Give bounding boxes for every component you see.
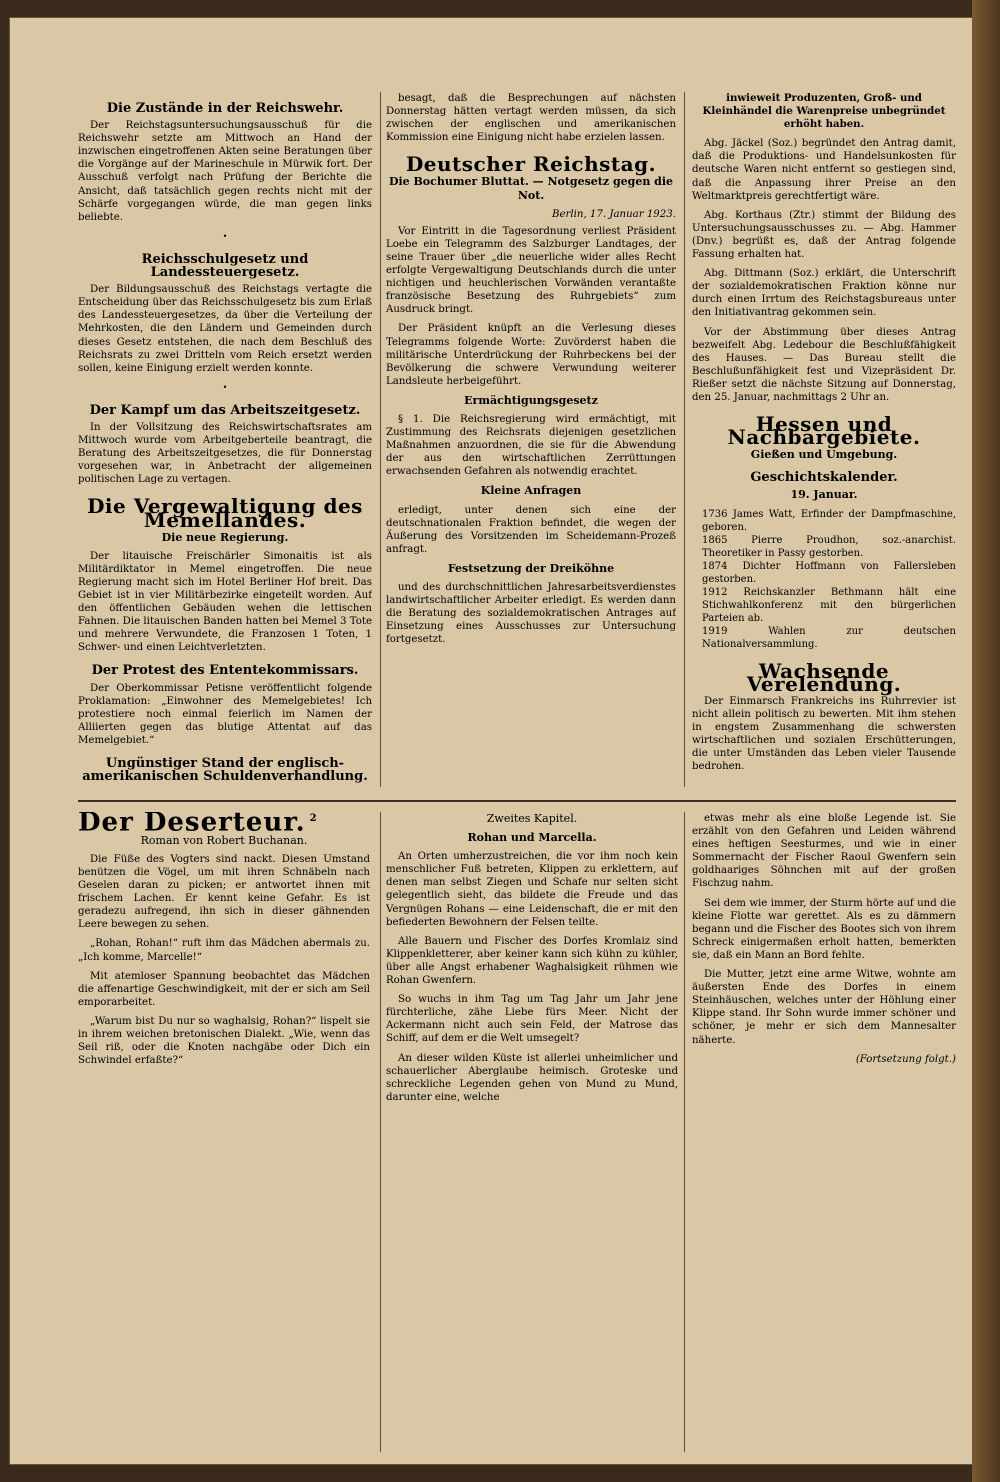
article-text: Vor der Abstimmung über dieses Antrag bezweifelt Abg. Ledebour die Beschlußfähigkeit des Hauses. — Das Bureau stellt die Beschlußunfähigkeit fest und Vizepräsident Dr. Rießer setzt die nächste Sitzung auf Donnerstag, den 25. Januar, nachmittags 2 Uhr an.: [692, 326, 956, 403]
column-1: Die Zustände in der Reichswehr. Der Reichstagsuntersuchungsausschuß für die Reichswehr setzte am Mittwoch an Hand der inzwischen eingetroffenen Akten seine Beratungen über die Vorgänge auf der Marineschule in Mürwik fort. Der Ausschuß verfolgt nach Prüfung der Berichte die Ansicht, daß tatsächlich gegen rechts nicht mit der Schärfe vorgegangen würde, die man gegen links beliebte. • Reichsschulgesetz und Landessteuergesetz. Der Bildungsausschuß des Reichstags vertagte die Entscheidung über das Reichsschulgesetz bis zum Erlaß des Landessteuergesetzes, da über die Verteilung der Mehrkosten, die den Ländern und Gemeinden durch dieses Gesetz entstehen, die nach dem Beschluß des Reichsrats zu zwei Dritteln vom Reich ersetzt werden sollen, keine Einigung erzielt werden konnte. • Der Kampf um das Arbeitszeitgesetz. In der Vollsitzung des Reichswirtschaftsrates am Mittwoch wurde vom Arbeitgeberteile beantragt, die Beratung des Arbeitszeitgesetzes, die für Donnerstag vorgesehen war, in Anbetracht der allgemeinen politischen Lage zu vertagen. Die Vergewaltigung des Memellandes. Die neue Regierung. Der litauische Freischärler Simonaitis ist als Militärdiktator in Memel eingetroffen. Die neue Regierung macht sich im Hotel Berliner Hof breit. Das Gebiet ist in vier Militärbezirke eingeteilt worden. Auf den öffentlichen Gebäuden wehen die lettischen Fahnen. Die litauischen Banden hatten bei Memel 3 Tote und mehrere Verwundete, die Franzosen 1 Toten, 1 Schwer- und einen Leichtverletzten. Der Protest des Ententekommissars. Der Oberkommissar Petisne veröffentlicht folgende Proklamation: „Einwohner des Memelgebietes! Ich protestiere noch einmal feierlich im Namen der Alliierten gegen das blutige Attentat auf das Memelgebiet.“ Ungünstiger Stand der englisch-amerikanischen Schuldenverhandlung.: [78, 101, 372, 785]
section-rule: [78, 800, 956, 802]
heading-reichstag: Deutscher Reichstag.: [405, 152, 657, 177]
paper-edge: [972, 0, 1000, 1482]
serial-author: Roman von Robert Buchanan.: [140, 833, 308, 847]
article-text: Der Einmarsch Frankreichs ins Ruhrrevier ist nicht allein politisch zu bewerten. Mit ihm stehen in engstem Zusammenhang die schwersten wirtschaftlichen und sozialen Erschütterungen, die unter Umständen das Leben vieler Tausende bedrohen.: [692, 695, 956, 773]
article-text: Abg. Dittmann (Soz.) erklärt, die Unterschrift der sozialdemokratischen Fraktion könne nur durch einen Irrtum des Reichstagsbureaus unter den Initiativantrag gekommen sein.: [692, 268, 956, 319]
article-text: Der Präsident knüpft an die Verlesung dieses Telegramms folgende Worte: Zuvörderst haben die militärische Unterdrückung der Ruhrbeckens bei der Bevölkerung die schwere Verwundung weiterer Landsleute herbeigeführt.: [386, 323, 676, 387]
serial-text: An Orten umherzustreichen, die vor ihm noch kein menschlicher Fuß betreten, Klippen zu erklettern, auf denen man selbst Ziegen und Schafe nur selten sicht gelegentlich sieht, das bildete die Freude und das Vergnügen Rohans — eine Leidenschaft, die er mit den befiederten Bewohnern der Felsen teilte.: [386, 851, 678, 928]
serial-title: Der Deserteur. $^2$: [78, 812, 318, 838]
serial-text: Alle Bauern und Fischer des Dorfes Kromlaiz sind Klippenkletterer, aber keiner kann sich kühn zu kühler, über alle Angst erhabener Waghalsigkeit rühmen wie Rohan Gwenfern.: [386, 935, 678, 987]
continued-note: (Fortsetzung folgt.): [855, 1053, 956, 1065]
calendar-entry: 1736 James Watt, Erfinder der Dampfmaschine, geboren.: [702, 508, 956, 533]
column-rule: [684, 812, 685, 1452]
article-text: Der Oberkommissar Petisne veröffentlicht folgende Proklamation: „Einwohner des Memelgebietes! Ich protestiere noch einmal feierlich im Namen der Alliierten gegen das blutige Attentat auf das Memelgebiet.“: [78, 682, 372, 746]
subheading: Festsetzung der Dreiköhne: [447, 561, 615, 575]
serial-text: So wuchs in ihm Tag um Tag Jahr um Jahr jene fürchterliche, zähe Liebe fürs Meer. Nicht der Ackermann nicht auch sein Feld, der Matrose das Schiff, auf dem er die Welt umsegelt?: [386, 994, 678, 1045]
article-text: Abg. Korthaus (Ztr.) stimmt der Bildung des Untersuchungsausschusses zu. — Abg. Hammer (Dnv.) begrüßt es, daß der Antrag folgende Fassung erhalten hat.: [692, 209, 956, 261]
calendar-entry: 1874 Dichter Hoffmann von Fallersleben gestorben.: [702, 560, 956, 585]
article-text: Vor Eintritt in die Tagesordnung verliest Präsident Loebe ein Telegramm des Salzburger Landtages, der seine Trauer über „die neuerliche wider alles Recht erfolgte Vergewaltigung Deutschlands durch die unter nichtigen und heuchlerischen Vorwänden verantaßte französische Besetzung des Ruhrgebiets“ zum Ausdruck bringt.: [386, 225, 676, 316]
calendar-entry: 1912 Reichskanzler Bethmann hält eine Stichwahlkonferenz mit den bürgerlichen Parteien ab.: [702, 586, 956, 624]
serial-text: An dieser wilden Küste ist allerlei unheimlicher und schauerlicher Aberglaube heimisch. Groteske und schreckliche Legenden gehen von Mund zu Mund, darunter eine, welche: [386, 1052, 678, 1103]
article-text: Der Reichstagsuntersuchungsausschuß für die Reichswehr setzte am Mittwoch an Hand der inzwischen eingetroffenen Akten seine Beratungen über die Vorgänge auf der Marineschule in Mürwik fort. Der Ausschuß verfolgt nach Prüfung der Berichte die Ansicht, daß tatsächlich gegen rechts nicht mit der Schärfe vorgegangen würde, die man gegen links beliebte.: [78, 120, 372, 223]
column-rule: [684, 92, 685, 787]
article-text: besagt, daß die Besprechungen auf nächsten Donnerstag hätten vertagt werden müssen, da sich zwischen der englischen und amerikanischen Kommission eine Einigung nicht habe erzielen lassen.: [386, 93, 676, 144]
column-2: [386, 92, 676, 787]
heading-schulden: Ungünstiger Stand der englisch-amerikanischen Schuldenverhandlung.: [82, 756, 368, 785]
serial-text: Sei dem wie immer, der Sturm hörte auf und die kleine Flotte war gerettet. Als es zu dämmern begann und die Fischer des Bootes sich von ihrem Schreck einigermaßen erholt hatten, bemerkten sie, daß ein Mann an Bord fehlte.: [692, 897, 956, 961]
dateline: Berlin, 17. Januar 1923.: [551, 208, 676, 220]
column-rule: [380, 92, 381, 787]
heading-verelendung: Wachsende Verelendung.: [746, 658, 902, 696]
article-text: In der Vollsitzung des Reichswirtschaftsrates am Mittwoch wurde vom Arbeitgeberteile beantragt, die Beratung des Arbeitszeitgesetzes, die für Donnerstag vorgesehen war, in Anbetracht der allgemeinen politischen Lage zu vertagen.: [78, 421, 372, 486]
chapter-label: Zweites Kapitel.: [486, 812, 578, 825]
article-text: Der Bildungsausschuß des Reichstags vertagte die Entscheidung über das Reichsschulgesetz bis zum Erlaß des Landessteuergesetzes, da über die Verteilung der Mehrkosten, die den Ländern und Gemeinden durch dieses Gesetz entstehen, die nach dem Beschluß des Reichsrats zu zwei Dritteln vom Reich ersetzt werden sollen, keine Einigung erzielt werden konnte.: [78, 284, 372, 374]
heading-kalender: Geschichtskalender.: [750, 470, 898, 486]
heading-hessen: Hessen und Nachbargebiete.: [727, 412, 921, 450]
subheading: Ermächtigungsgesetz: [464, 393, 598, 407]
column-rule: [380, 812, 381, 1452]
article-text: § 1. Die Reichsregierung wird ermächtigt, mit Zustimmung des Reichsrats diejenigen gesetzlichen Maßnahmen anzuordnen, die sie für die Abwendung der aus den wirtschaftlichen Zerrüttungen erwachsenden Gefahren als notwendig erachtet.: [386, 413, 676, 478]
serial-text: Mit atemloser Spannung beobachtet das Mädchen die affenartige Geschwindigkeit, mit der er sich am Seil emporarbeitet.: [78, 970, 370, 1008]
subheading: Die Bochumer Bluttat. — Notgesetz gegen die Not.: [388, 175, 674, 202]
heading-arbeitszeit: Der Kampf um das Arbeitszeitgesetz.: [89, 402, 361, 418]
article-text: Abg. Jäckel (Soz.) begründet den Antrag damit, daß die Produktions- und Handelsunkosten für deutsche Waren nicht entfernt so gestiegen sind, daß die Anpassung ihrer Preise an den Weltmarktpreis gerechtfertigt wäre.: [692, 138, 956, 202]
serial-text: Die Mutter, jetzt eine arme Witwe, wohnte am äußersten Ende des Dorfes in einem Steinhäuschen, welches unter der Höhlung einer Klippe stand. Ihr Sohn wurde immer schöner und schöner, je mehr er sich dem Mannesalter näherte.: [692, 969, 956, 1046]
serial-text: „Warum bist Du nur so waghalsig, Rohan?“ lispelt sie in ihrem weichen bretonischen Dialekt. „Wie, wenn das Seil riß, oder die Knoten nachgäbe oder Dich ein Schwindel erfaßte?“: [78, 1015, 370, 1067]
subheading: Kleine Anfragen: [480, 484, 582, 498]
serial-text: Die Füße des Vogters sind nackt. Diesen Umstand benützen die Vögel, um mit ihren Schnäbeln nach Geselen daran zu picken; er antwortet ihnen mit frischem Lachen. Er kennt keine Gefahr. Es ist geradezu aufregend, ihn sich in dieser gähnenden Leere bewegen zu sehen.: [78, 853, 370, 931]
calendar-entry: 1865 Pierre Proudhon, soz.-anarchist. Theoretiker in Passy gestorben.: [702, 534, 956, 559]
heading-reichswehr: Die Zustände in der Reichswehr.: [106, 101, 344, 116]
heading-protest: Der Protest des Ententekommissars.: [91, 663, 359, 679]
serial-column-2: [386, 812, 678, 1452]
subheading: Die neue Regierung.: [161, 530, 289, 544]
heading-memelland: Die Vergewaltigung des Memellandes.: [87, 494, 363, 532]
serial-column-3: [692, 812, 956, 1452]
article-text: erledigt, unter denen sich eine der deutschnationalen Fraktion befindet, die wegen der Äußerung des Vorsitzenden im Scheidemann-Prozeß anfragt.: [386, 504, 676, 555]
column-3: [692, 92, 956, 787]
chapter-title: Rohan und Marcella.: [467, 831, 597, 845]
calendar-entry: 1919 Wahlen zur deutschen Nationalversammlung.: [702, 625, 956, 650]
calendar-list: [702, 508, 956, 651]
subheading: Gießen und Umgebung.: [750, 448, 898, 462]
subheading: 19. Januar.: [790, 488, 858, 502]
serial-text: „Rohan, Rohan!“ ruft ihm das Mädchen abermals zu. „Ich komme, Marcelle!“: [78, 938, 370, 963]
article-text: inwieweit Produzenten, Groß- und Kleinhändel die Warenpreise unbegründet erhöht haben.: [702, 92, 946, 131]
serial-column-1: [78, 812, 370, 1452]
heading-schulgesetz: Reichsschulgesetz und Landessteuergesetz.: [141, 251, 309, 281]
article-text: Der litauische Freischärler Simonaitis ist als Militärdiktator in Memel eingetroffen. Die neue Regierung macht sich im Hotel Berliner Hof breit. Das Gebiet ist in vier Militärbezirke eingeteilt worden. Auf den öffentlichen Gebäuden wehen die lettischen Fahnen. Die litauischen Banden hatten bei Memel 3 Tote und mehrere Verwundete, die Franzosen 1 Toten, 1 Schwer- und einen Leichtverletzten.: [78, 550, 372, 654]
article-text: und des durchschnittlichen Jahresarbeitsverdienstes landwirtschaftlicher Arbeiter erledigt. Es werden dann die Beratung des sozialdemokratischen Antrages auf Einsetzung eines Ausschusses zur Untersuchung fortgesetzt.: [386, 582, 676, 646]
serial-text: etwas mehr als eine bloße Legende ist. Sie erzählt von den Gefahren und Leiden während eines heftigen Seesturmes, und wie in einer Sommernacht der Fischer Raoul Gwenfern sein goldhaariges Söhnchen mit auf der großen Fischzug nahm.: [692, 813, 956, 890]
